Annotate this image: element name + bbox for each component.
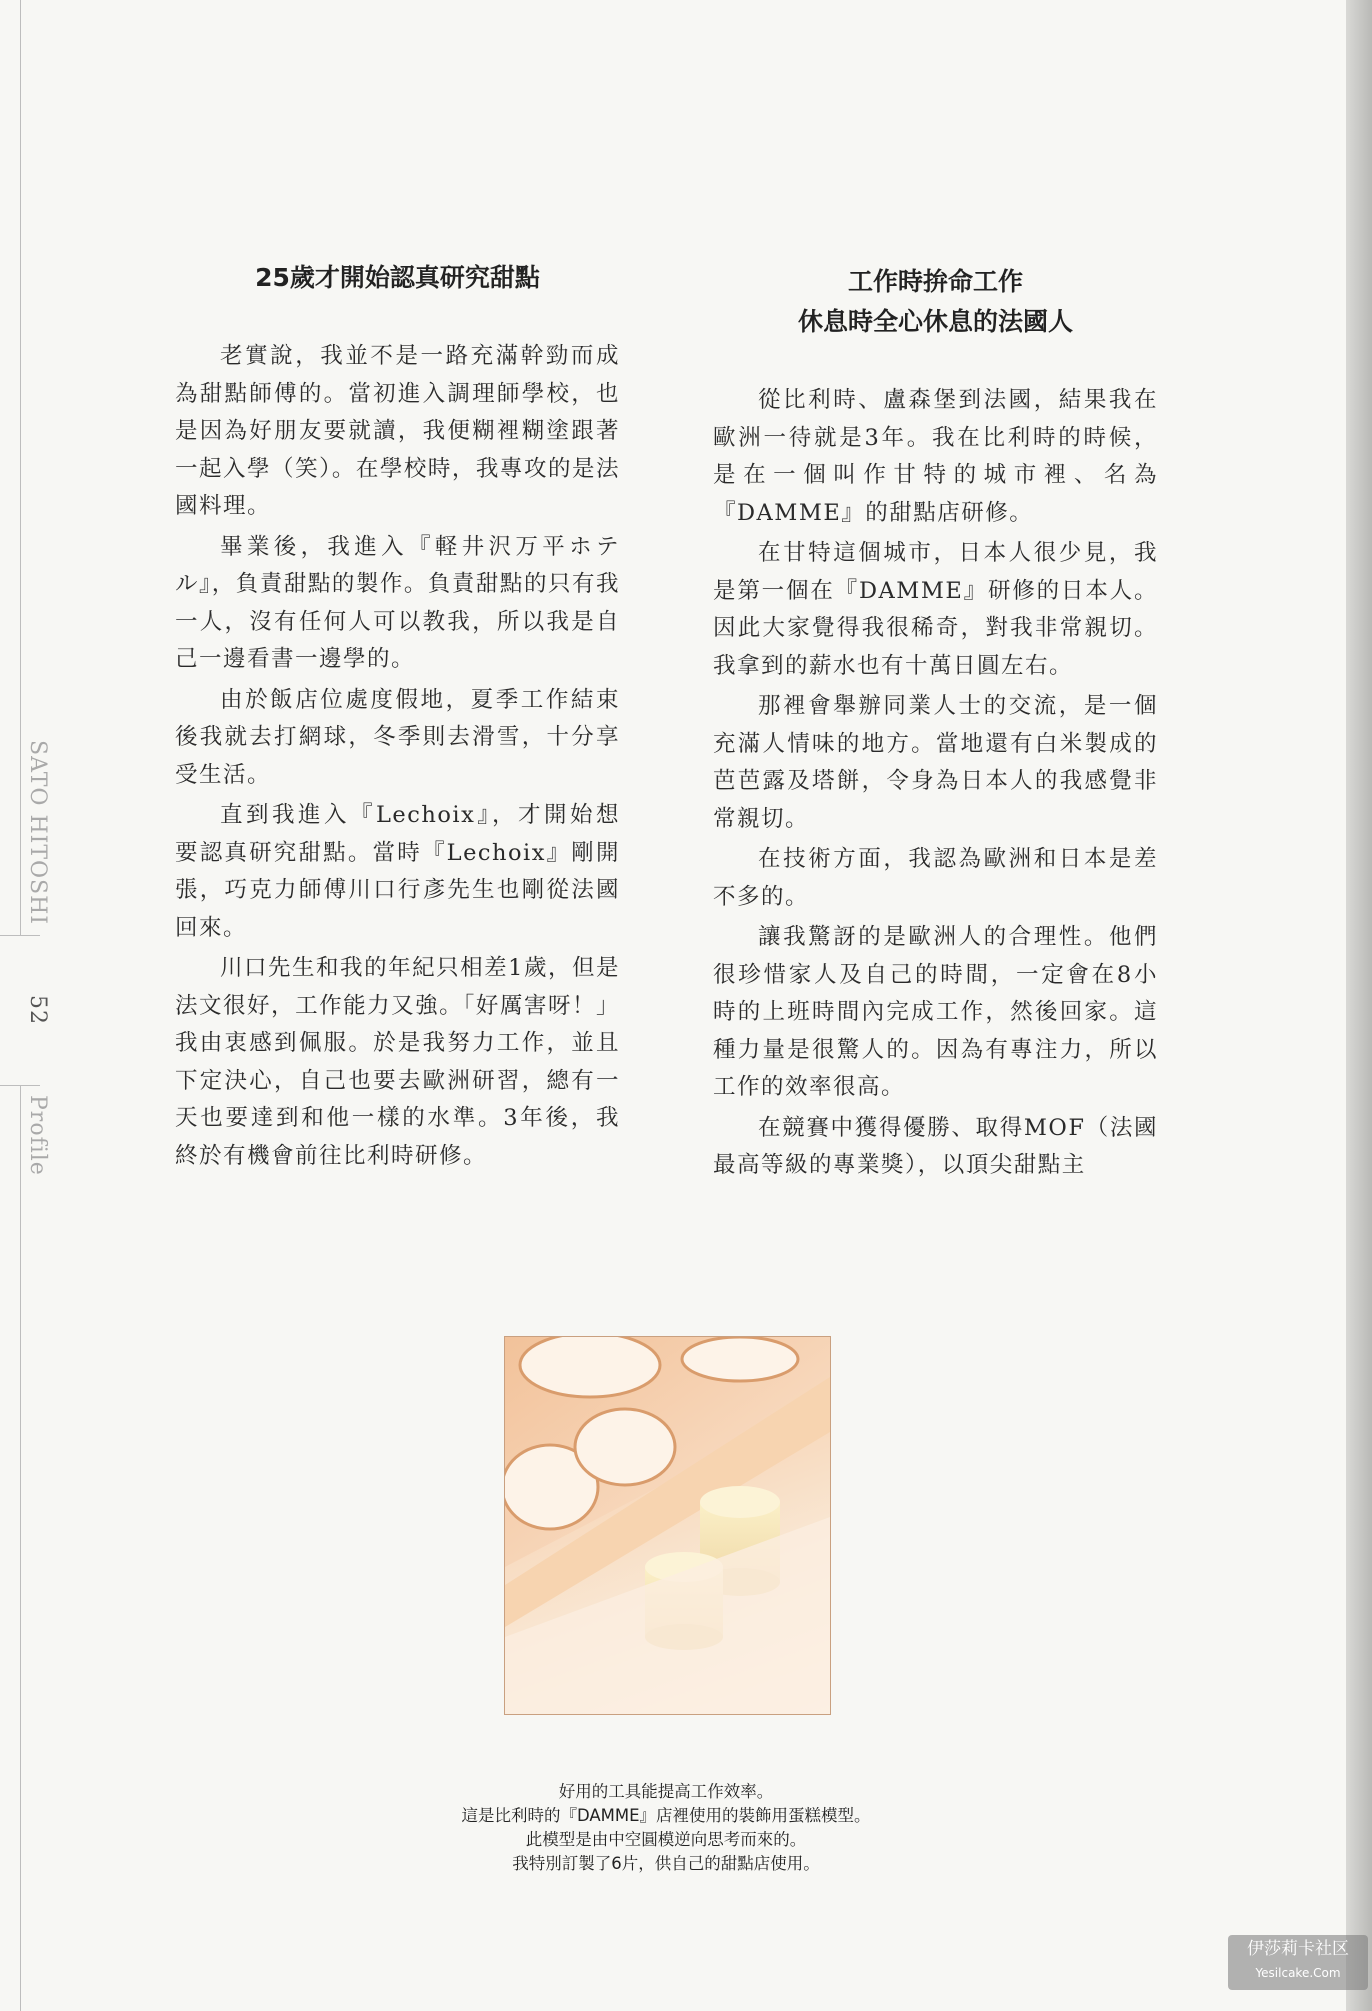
caption-line: 好用的工具能提高工作效率。 bbox=[558, 1782, 774, 1801]
cake-mold-photo bbox=[504, 1336, 831, 1715]
right-paragraph: 讓我驚訝的是歐洲人的合理性。他們很珍惜家人及自己的時間，一定會在8小時的上班時間內完成工作，然後回家。這種力量是很驚人的。因為有專注力，所以工作的效率很高。 bbox=[713, 924, 1158, 1100]
watermark-line1: 伊莎莉卡社区 bbox=[1247, 1939, 1349, 1959]
site-watermark bbox=[1228, 1935, 1368, 1990]
right-paragraph: 在競賽中獲得優勝、取得MOF（法國最高等級的專業獎），以頂尖甜點主 bbox=[713, 1114, 1158, 1178]
sidebar-name: SATO HITOSHI bbox=[25, 740, 50, 925]
right-heading-line1: 工作時拚命工作 bbox=[847, 267, 1023, 296]
left-heading: 25歲才開始認真研究甜點 bbox=[255, 263, 540, 292]
caption-line: 我特別訂製了6片，供自己的甜點店使用。 bbox=[512, 1854, 820, 1873]
right-column bbox=[713, 262, 1158, 1188]
right-paragraph: 那裡會舉辦同業人士的交流，是一個充滿人情味的地方。當地還有白米製成的芭芭露及塔餅，令身為日本人的我感覺非常親切。 bbox=[713, 693, 1158, 832]
sidebar-section: Profile bbox=[25, 1095, 50, 1176]
sidebar-divider-1 bbox=[0, 935, 40, 936]
left-paragraph: 畢業後，我進入『軽井沢万平ホテル』，負責甜點的製作。負責甜點的只有我一人，沒有任何人可以教我，所以我是自己一邊看書一邊學的。 bbox=[175, 533, 620, 672]
right-paragraph: 在技術方面，我認為歐洲和日本是差不多的。 bbox=[713, 846, 1158, 910]
page-number: 52 bbox=[25, 995, 50, 1025]
watermark-line2: Yesilcake.Com bbox=[1255, 1966, 1341, 1980]
right-heading-line2: 休息時全心休息的法國人 bbox=[797, 307, 1073, 336]
caption-line: 這是比利時的『DAMME』店裡使用的裝飾用蛋糕模型。 bbox=[461, 1806, 871, 1825]
photo-caption bbox=[300, 1780, 1032, 1876]
page-edge bbox=[1346, 0, 1372, 2011]
sidebar-rule-top bbox=[20, 0, 21, 935]
left-paragraph: 老實說，我並不是一路充滿幹勁而成為甜點師傅的。當初進入調理師學校，也是因為好朋友要就讀，我便糊裡糊塗跟著一起入學（笑）。在學校時，我專攻的是法國料理。 bbox=[175, 343, 620, 519]
sidebar-divider-2 bbox=[0, 1085, 40, 1086]
caption-line: 此模型是由中空圓模逆向思考而來的。 bbox=[525, 1830, 807, 1849]
left-paragraph: 直到我進入『Lechoix』，才開始想要認真研究甜點。當時『Lechoix』剛開張，巧克力師傅川口行彥先生也剛從法國回來。 bbox=[175, 802, 620, 941]
cake-mold-illustration bbox=[505, 1337, 830, 1714]
left-paragraph: 由於飯店位處度假地，夏季工作結束後我就去打網球，冬季則去滑雪，十分享受生活。 bbox=[175, 686, 620, 788]
left-column bbox=[175, 258, 620, 1178]
right-paragraph: 在甘特這個城市，日本人很少見，我是第一個在『DAMME』研修的日本人。因此大家覺得我很稀奇，對我非常親切。我拿到的薪水也有十萬日圓左右。 bbox=[713, 540, 1158, 679]
sidebar-rule-bottom bbox=[20, 1085, 21, 2011]
right-paragraph: 從比利時、盧森堡到法國，結果我在歐洲一待就是3年。我在比利時的時候，是在一個叫作甘特的城市裡、名為『DAMME』的甜點店研修。 bbox=[713, 387, 1158, 526]
left-paragraph: 川口先生和我的年紀只相差1歲，但是法文很好，工作能力又強。「好厲害呀！」我由衷感到佩服。於是我努力工作，並且下定決心，自己也要去歐洲研習，總有一天也要達到和他一樣的水準。3年後，我終於有機會前往比利時研修。 bbox=[175, 955, 620, 1169]
